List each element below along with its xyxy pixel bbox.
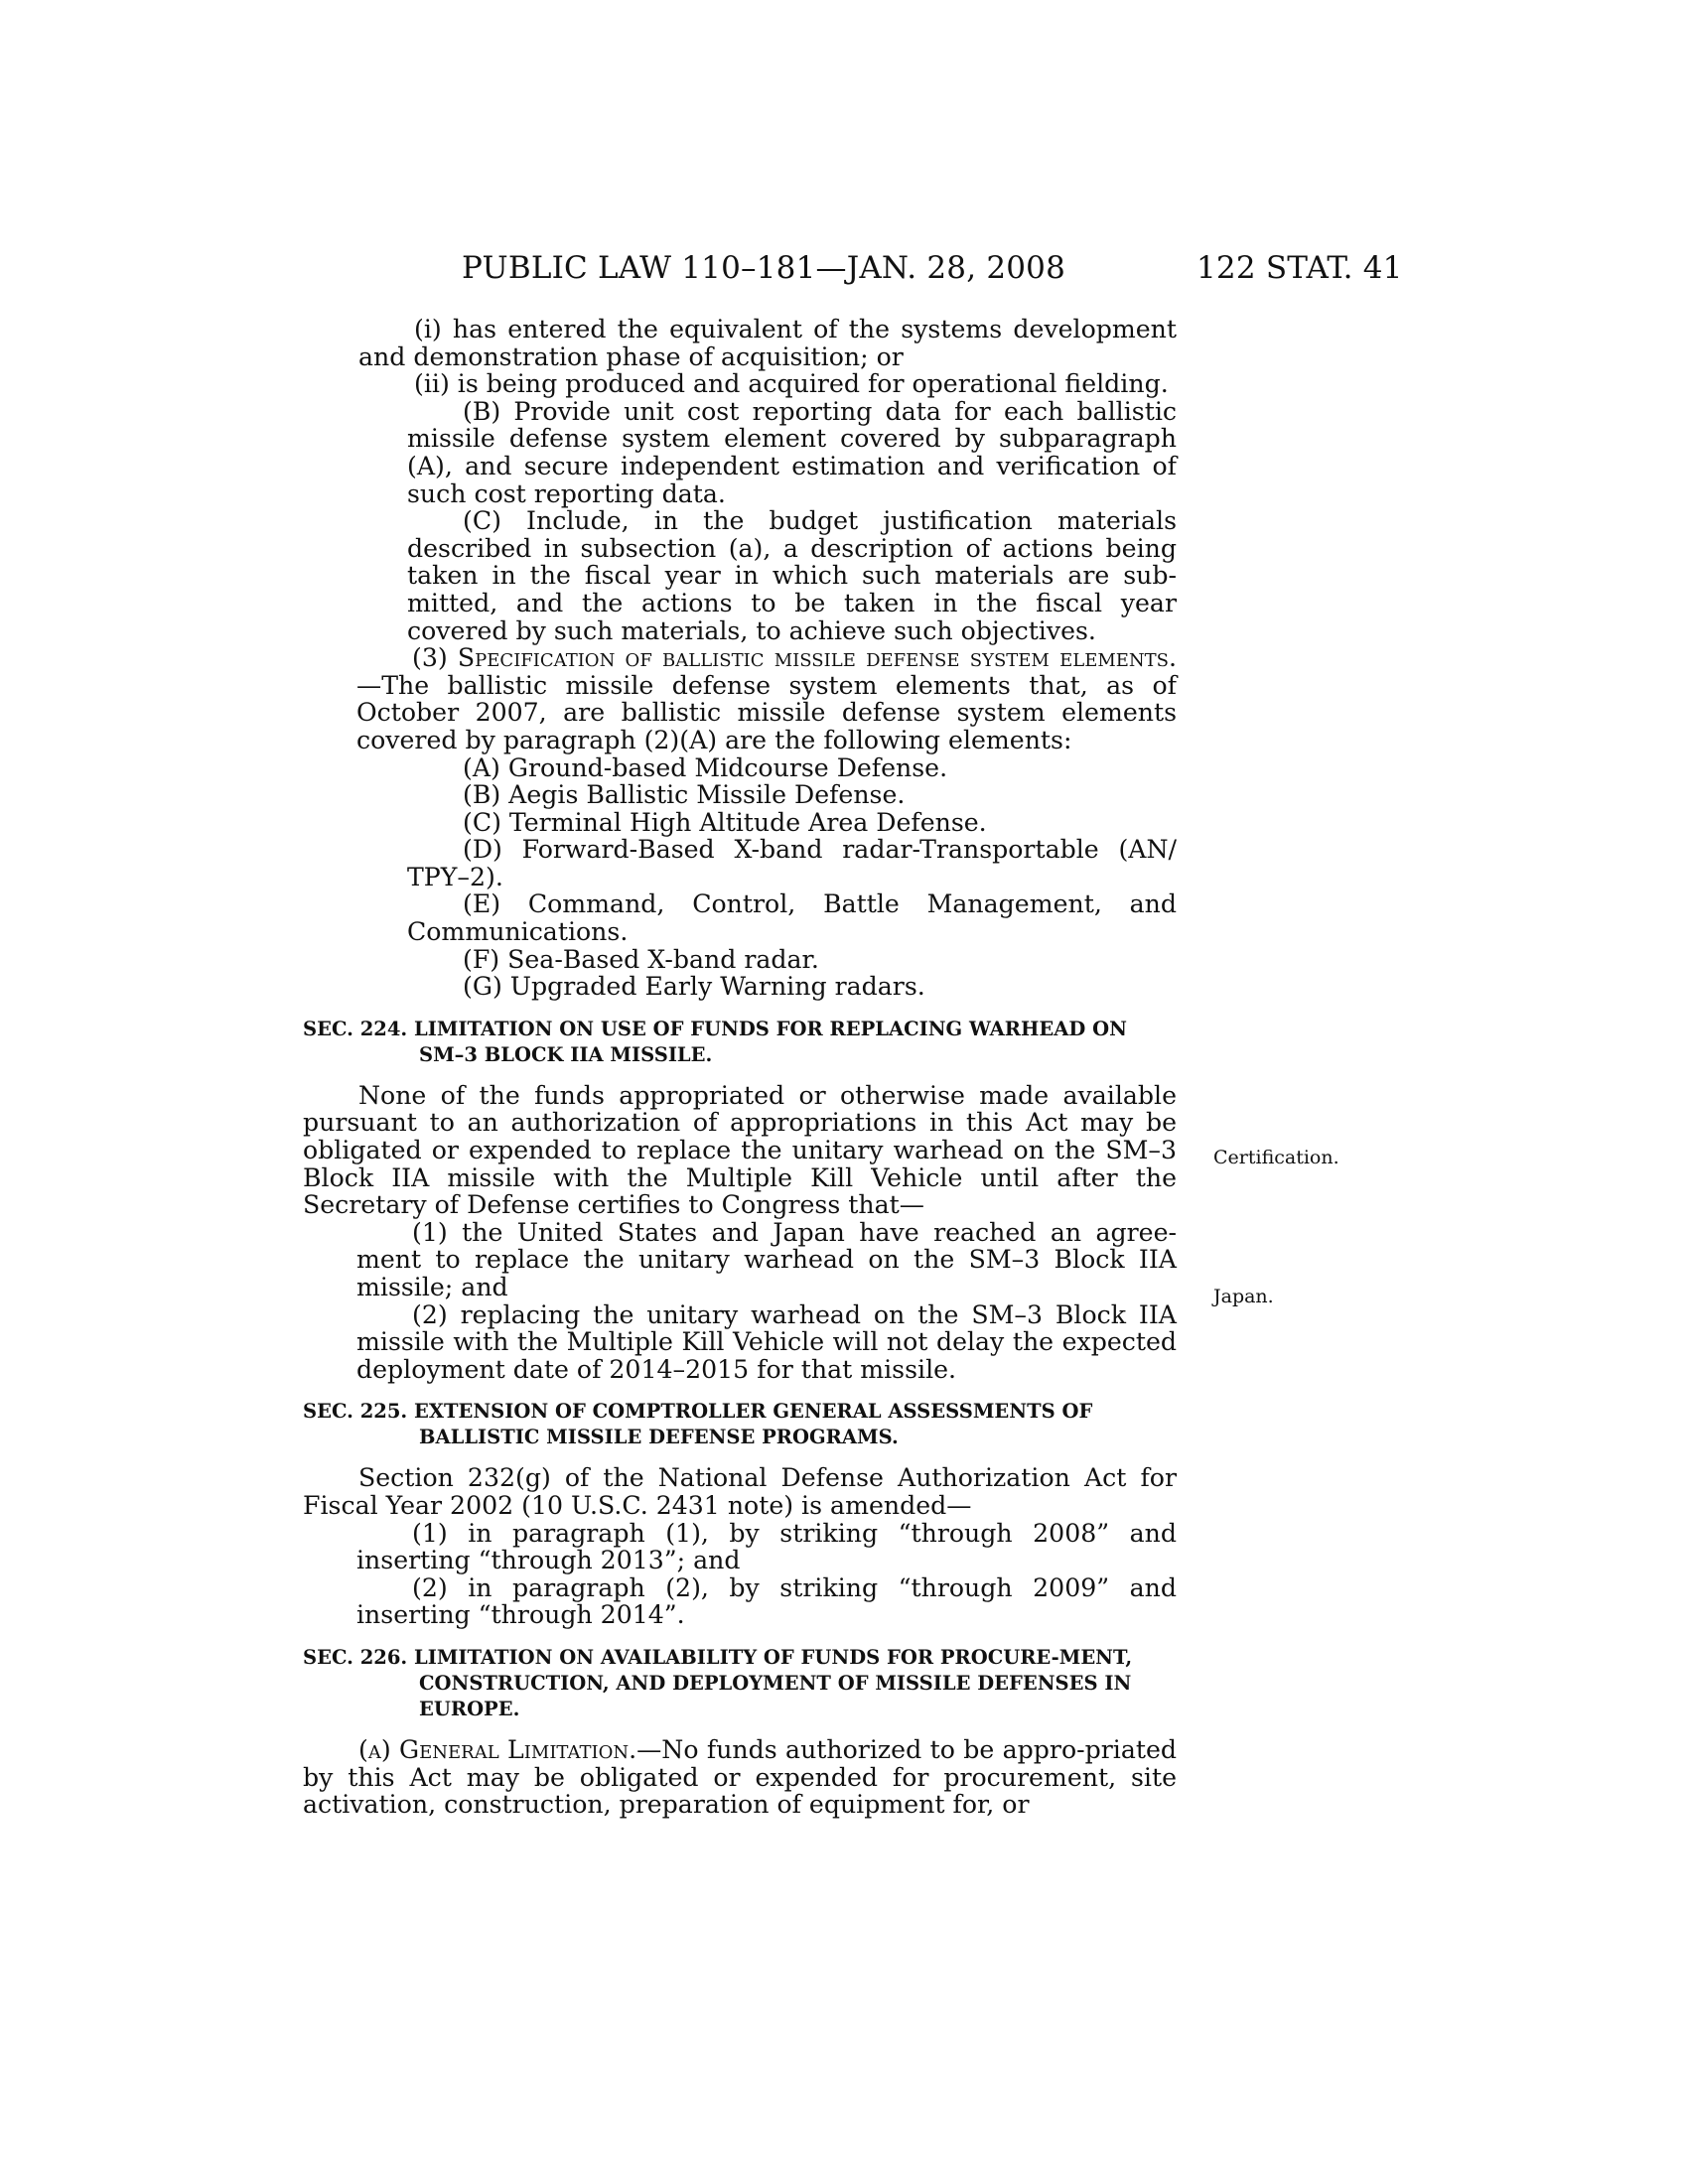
paragraph-b: (B) Provide unit cost reporting data for each ballistic missile defense system element covered by subparagraph (A), and secure independent estimation and verification of such cost reporting data.: [407, 396, 1177, 508]
paragraph-3-text: —The ballistic missile defense system elements that, as of October 2007, are ballistic missile defense system elements covered by paragraph (2)(A) are the following elements:: [356, 670, 1177, 754]
section-225-item-2: (2) in paragraph (2), by striking “through 2009” and inserting “through 2014”.: [356, 1572, 1177, 1630]
section-224-item-1: (1) the United States and Japan have reached an agree-ment to replace the unitary warhead on the SM–3 Block IIA missile; and: [356, 1217, 1177, 1301]
paragraph-3: [303, 644, 1177, 753]
element-f: (F) Sea-Based X-band radar.: [463, 944, 819, 974]
element-e: (E) Command, Control, Battle Management, and Communications.: [407, 889, 1177, 947]
section-226-a: [303, 1736, 1177, 1819]
paragraph-c: (C) Include, in the budget justification materials described in subsection (a), a description of actions being taken in the fiscal year in which such materials are sub-mitted, and the actions to be taken in the fiscal year covered by such materials, to achieve such objectives.: [407, 506, 1177, 645]
element-d: (D) Forward-Based X-band radar-Transportable (AN/ TPY–2).: [407, 835, 1177, 891]
margin-note-japan: Japan.: [1213, 1286, 1274, 1307]
paragraph-i: (i) has entered the equivalent of the systems development and demonstration phase of acquisition; or: [358, 315, 1177, 371]
section-226-a-heading: (a) General Limitation.: [358, 1734, 637, 1764]
section-226-a-text: —No funds authorized to be appro-priated by this Act may be obligated or expended for procurement, site activation, construction, preparation of equipment for, or: [303, 1734, 1177, 1820]
margin-note-certification: Certification.: [1213, 1147, 1339, 1168]
element-c: (C) Terminal High Altitude Area Defense.: [463, 807, 987, 837]
element-a: (A) Ground-based Midcourse Defense.: [463, 752, 948, 782]
element-g: (G) Upgraded Early Warning radars.: [463, 972, 925, 1002]
running-header-title: PUBLIC LAW 110–181—JAN. 28, 2008: [462, 250, 1066, 286]
paragraph-ii: (ii) is being produced and acquired for operational fielding.: [414, 369, 1169, 399]
section-225-title: SEC. 225. EXTENSION OF COMPTROLLER GENERAL ASSESSMENTS OF BALLISTIC MISSILE DEFENSE PROGRAMS.: [303, 1400, 1093, 1449]
page-number: 122 STAT. 41: [1196, 250, 1403, 286]
section-224-text: None of the funds appropriated or otherwise made available pursuant to an authorization of appropriations in this Act may be obligated or expended to replace the unitary warhead on the SM–3 Block IIA missile with the Multiple Kill Vehicle until after the Secretary of Defense certifies to Congress that—: [303, 1080, 1177, 1220]
page-body: [303, 316, 1177, 1819]
element-b: (B) Aegis Ballistic Missile Defense.: [463, 780, 906, 810]
section-224-item-2: (2) replacing the unitary warhead on the SM–3 Block IIA missile with the Multiple Kill Vehicle will not delay the expected deployment date of 2014–2015 for that missile.: [356, 1299, 1177, 1384]
paragraph-3-heading: (3) Specification of ballistic missile defense system elements.: [412, 643, 1177, 673]
section-225-item-1: (1) in paragraph (1), by striking “through 2008” and inserting “through 2013”; and: [356, 1518, 1177, 1575]
section-225-text: Section 232(g) of the National Defense Authorization Act for Fiscal Year 2002 (10 U.S.C. 2431 note) is amended—: [303, 1463, 1177, 1520]
section-224-title: SEC. 224. LIMITATION ON USE OF FUNDS FOR REPLACING WARHEAD ON SM–3 BLOCK IIA MISSILE.: [303, 1017, 1127, 1066]
section-226-title: SEC. 226. LIMITATION ON AVAILABILITY OF FUNDS FOR PROCURE-MENT, CONSTRUCTION, AND DEPLOYMENT OF MISSILE DEFENSES IN EUROPE.: [303, 1645, 1133, 1720]
